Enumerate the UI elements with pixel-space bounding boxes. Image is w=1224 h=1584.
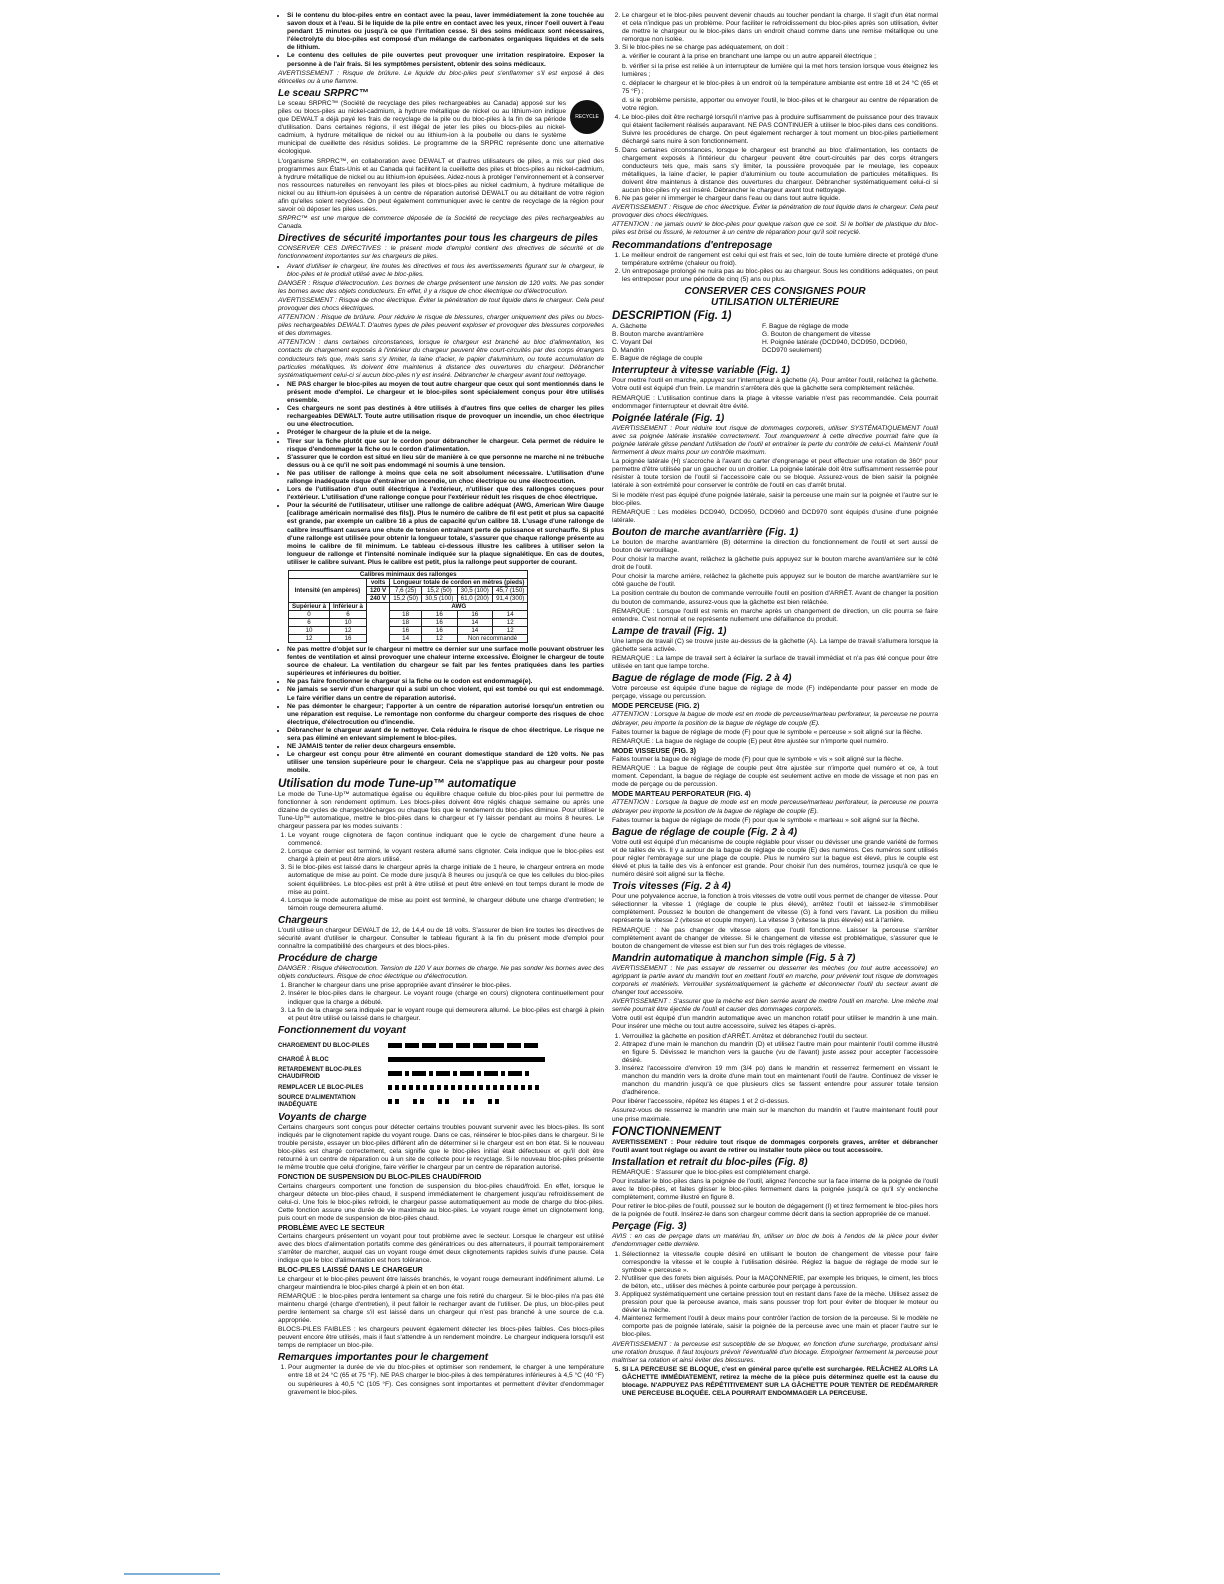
- list-item: • NE PAS charger le bloc-piles au moyen de tout autre chargeur que ceux qui sont mentionnés dans le présent mode d'emploi. Le chargeur et le bloc-piles sont spécialement conçus pour être utilisés ensemble.: [287, 381, 604, 405]
- list-item: H. Poignée latérale (DCD940, DCD950, DCD960, DCD970 seulement): [762, 339, 908, 355]
- paragraph: Faites tourner la bague de réglage de mode (F) pour que le symbole « vis » soit aligné sur la flèche.: [612, 755, 904, 763]
- subsection-title: MODE PERCEUSE (FIG. 2): [612, 703, 700, 711]
- section-title-remarques: Remarques importantes pour le chargement: [278, 1352, 489, 1364]
- table-cell: 16: [422, 611, 457, 619]
- paragraph: Votre perceuse est équipée d'une bague de réglage de mode (F) indépendante pour passer en mode de perçage, vissage ou percussion.: [612, 685, 938, 701]
- paragraph: REMARQUE : L'utilisation continue dans la plage à vitesse variable n'est pas recommandée. Cela pourrait endommager l'interrupteur et devrait être évité.: [612, 394, 938, 410]
- table-cell: 14: [492, 611, 527, 619]
- percage-steps-2: [612, 1366, 938, 1398]
- list-item: F. Bague de réglage de mode: [762, 322, 849, 330]
- right-column: [612, 12, 938, 1399]
- warning-text: AVERTISSEMENT : Risque de choc électrique. Éviter la pénétration de tout liquide dans le chargeur. Cela peut provoquer des chocs électriques.: [612, 204, 938, 220]
- list-item: • Ne jamais se servir d'un chargeur qui a subi un choc violent, qui est tombé ou qui est endommagé. Le faire vérifier dans un centre de réparation autorisé.: [287, 686, 604, 702]
- table-cell: 12: [422, 635, 457, 643]
- list-item: 3. Appliquez systématiquement une certaine pression tout en restant dans l'axe de la mèche. Utilisez assez de pression pour que la perceuse avance, mais sans pousser trop fort pour éviter de bloquer le moteur ou dévier la mèche.: [622, 1291, 938, 1315]
- table-header: Inférieur à: [330, 603, 367, 611]
- paragraph: La poignée latérale (H) s'accroche à l'avant du carter d'engrenage et peut effectuer une rotation de 360° pour permettre d'être utilisée par un gaucher ou un droitier. La poignée latérale doit être suffisamment resserrée pour résister à toute torsion de l'outil si l'accessoire cale ou se bloque. Assurez-vous de bien saisir la poignée latérale à son extrémité pour conserver le contrôle de l'outil en cas d'arrêt brutal.: [612, 458, 938, 490]
- table-row: [289, 611, 528, 619]
- paragraph: Votre outil est équipé d'un mécanisme de couple réglable pour visser ou dévisser une grande variété de formes et de tailles de vis. Il y a autour de la bague de réglage de couple (E) des numéros. Ces numéros sont utilisés pour régler l'embrayage sur une plage de couple. Plus le numéro sur la bague est élevé, plus le couple est élevé et plus la taille des vis à enfoncer est grande. Pour choisir l'un des numéros, tournez jusqu'à ce que le numéro désiré soit aligné sur la flèche.: [612, 838, 938, 879]
- paragraph: REMARQUE : Ne pas changer de vitesse alors que l'outil fonctionne. Laisser la perceuse s'arrêter complètement avant de changer de vitesse. Si le changement de vitesse est problématique, s'assurer que le bouton de changement de vitesse est bien sur l'un des trois réglages de vitesse.: [612, 926, 938, 950]
- section-title-fonctionnement: FONCTIONNEMENT: [612, 1125, 721, 1138]
- table-row: [289, 635, 528, 643]
- list-item: d. si le problème persiste, apporter ou envoyer l'outil, le bloc-piles et le chargeur au centre de réparation de votre région.: [622, 96, 938, 113]
- subsection-title: MODE MARTEAU PERFORATEUR (FIG. 4): [612, 791, 751, 799]
- section-title-trois: Trois vitesses (Fig. 2 à 4): [612, 881, 731, 893]
- list-item: E. Bague de réglage de couple: [612, 355, 703, 363]
- paragraph: La position centrale du bouton de commande verrouille l'outil en position d'ARRÊT. Avant de changer la position du bouton de commande, assurez-vous que la gâchette est bien relâchée.: [612, 590, 938, 606]
- paragraph: Le sceau SRPRC™ (Société de recyclage des piles rechargeables au Canada) apposé sur les piles ou blocs-piles au nickel-cadmium, à hydrure métallique de nickel ou au lithium-ion indique que DEWALT a déjà payé les frais de recyclage de la pile ou du bloc-piles à la fin de sa période d'utilisation. Dans certaines régions, il est illégal de jeter les piles ou blocs-piles au nickel-cadmium, à hydrure métallique de nickel ou au lithium-ion à la poubelle ou dans le système municipal de cueillette des résidus solides. Le programme de la SRPRC représente donc une alternative écologique.: [278, 99, 604, 156]
- list-item: 2. Lorsque ce dernier est terminé, le voyant restera allumé sans clignoter. Cela indique que le bloc-piles est chargé à plein et peut être alors utilisé.: [288, 848, 604, 864]
- paragraph: Le chargeur et le bloc-piles peuvent être laissés branchés, le voyant rouge demeurant indéfiniment allumé. Le chargeur maintiendra le bloc-piles chargé à plein et en bon état.: [278, 1275, 604, 1291]
- table-cell: 30,5 (100): [422, 595, 457, 603]
- list-item: 3. Insérez l'accessoire d'environ 19 mm (3/4 po) dans le mandrin et resserrez fermement en vissant le manchon du mandrin vers la droite d'une main tout en maintenant l'outil de l'autre. Continuez de visser le manchon du mandrin jusqu'à ce que plusieurs clics se fassent entendre pour assurer totale tension d'adhérence.: [622, 1065, 938, 1097]
- list-item: • Tirer sur la fiche plutôt que sur le cordon pour débrancher le chargeur. Cela permet de réduire le risque d'endommager la fiche ou le cordon d'alimentation.: [287, 438, 604, 454]
- table-row: [289, 619, 528, 627]
- light-pattern-icon: [388, 1099, 499, 1104]
- table-cell: 16: [330, 635, 367, 643]
- warning-text: AVERTISSEMENT : Risque de choc électrique. Éviter la pénétration de tout liquide dans le chargeur. Cela peut provoquer des chocs électriques.: [278, 296, 604, 312]
- list-item: 1. Le meilleur endroit de rangement est celui qui est frais et sec, loin de toute lumière directe et protégé d'une température extrême (chaleur ou froid).: [622, 252, 938, 268]
- light-label: SOURCE D'ALIMENTATION INADÉQUATE: [278, 1095, 356, 1108]
- paragraph: Pour une polyvalence accrue, la fonction à trois vitesses de votre outil vous permet de changer de vitesse. Pour sélectionner la vitesse 1 (réglage de couple le plus élevé), arrêtez l'outil et laissez-le s'immobiliser complètement. Poussez le bouton de changement de vitesse (G) à fond vers l'avant. La position du milieu représente la vitesse 2 (vitesse et couple moyen). La vitesse 3 (vitesse la plus élevée) est à l'arrière.: [612, 893, 938, 925]
- paragraph: Une lampe de travail (C) se trouve juste au-dessus de la gâchette (A). La lampe de travail s'allumera lorsque la gâchette sera activée.: [612, 637, 938, 653]
- percage-steps: [612, 1251, 938, 1340]
- list-item: • Lors de l'utilisation d'un outil électrique à l'extérieur, n'utiliser que des rallonges conçues pour l'extérieur. L'utilisation d'une rallonge conçue pour l'extérieur réduit les risques de choc électrique.: [287, 486, 604, 502]
- table-header: Supérieur à: [289, 603, 330, 611]
- banner-line: UTILISATION ULTÉRIEURE: [711, 296, 839, 308]
- section-title-storage: Recommandations d'entreposage: [612, 239, 773, 251]
- mandrin-steps: [612, 1033, 938, 1098]
- table-cell: 10: [330, 619, 367, 627]
- paragraph: REMARQUE : Lorsque l'outil est remis en marche après un changement de direction, un clic pourra se faire entendre. C'est normal et ne représente nullement une défaillance du produit.: [612, 607, 938, 623]
- list-item: 1. Pour augmenter la durée de vie du bloc-piles et optimiser son rendement, le charger à une température entre 18 et 24 °C (65 et 75 °F). NE PAS charger le bloc-piles à des températures inférieures à 4,5 °C (40 °F) ou supérieures à 40,5 °C (105 °F). Ces consignes sont importantes et permettent d'éviter d'endommager gravement le bloc-piles.: [288, 1364, 604, 1396]
- paragraph: Pour choisir la marche arrière, relâchez la gâchette puis appuyez sur le bouton de marche avant/arrière sur le côté gauche de l'outil.: [612, 573, 938, 589]
- list-item: • Pour la sécurité de l'utilisateur, utiliser une rallonge de calibre adéquat (AWG, American Wire Gauge [calibrage américain normalisé des fils]). Plus le numéro de calibre de fil est petit et plus sa capacité est grande, par exemple un calibre 16 a plus de capacité qu'un calibre 18. L'usage d'une rallonge de calibre insuffisant causera une chute de tension entraînant perte de puissance et surchauffe. Si plus d'une rallonge est utilisée pour obtenir la longueur totale, s'assurer que chaque rallonge présente au moins le calibre de fil minimum. Le tableau ci-dessous illustre les calibres à utiliser selon la longueur de rallonge et l'intensité nominale indiquée sur la plaque signalétique. En cas de doutes, utiliser le calibre suivant. Plus le calibre est petit, plus la rallonge peut supporter de courant.: [287, 502, 604, 567]
- paragraph: Pour retirer le bloc-piles de l'outil, poussez sur le bouton de dégagement (I) et tirez fermement le bloc-piles hors de la poignée de l'outil. Insérez-le dans son chargeur comme décrit dans la section appropriée de ce manuel.: [612, 1203, 938, 1219]
- warning-text: AVERTISSEMENT : la perceuse est susceptible de se bloquer, en fonction d'une surcharge, produisant ainsi une rotation brusque. Il faut toujours prévoir l'éventualité d'un blocage. Empoigner fermement la perceuse pour maîtriser sa rotation et ainsi éviter des blessures.: [612, 1340, 938, 1364]
- table-cell: 0: [289, 611, 330, 619]
- caution-text: ATTENTION : dans certaines circonstances, lorsque le chargeur est branché au bloc d'alimentation, les contacts de chargement exposés à l'intérieur du chargeur peuvent être court-circuités par des corps étrangers conducteurs tels que, mais sans s'y limiter, la laine d'acier, le papier d'aluminium, ou toute accumulation de particules métalliques. Ils doivent être maintenus à distance des ouvertures du chargeur. Débrancher systématiquement celui-ci si aucun bloc-piles n'y est inséré. Débrancher le chargeur avant tout nettoyage.: [278, 339, 604, 379]
- light-row-replace: [278, 1081, 604, 1095]
- list-item: 2. Insérer le bloc-piles dans le chargeur. Le voyant rouge (charge en cours) clignotera continuellement pour indiquer que la charge a débuté.: [288, 990, 604, 1006]
- section-title-couple: Bague de réglage de couple (Fig. 2 à 4): [612, 826, 798, 838]
- description-list: [612, 323, 938, 363]
- directives-bullets: [278, 263, 604, 279]
- table-cell: 6: [330, 611, 367, 619]
- paragraph: REMARQUE : Les modèles DCD940, DCD950, DCD960 and DCD970 sont équipés d'usine d'une poignée latérale.: [612, 508, 938, 524]
- caution-text: ATTENTION : ne jamais ouvrir le bloc-piles pour quelque raison que ce soit. Si le boîtier de plastique du bloc-piles est brisé ou fissuré, le retourner à un centre de réparation pour qu'il soit recyclé.: [612, 221, 938, 237]
- table-cell: 120 V: [366, 587, 389, 595]
- indicator-light-patterns: [278, 1039, 604, 1109]
- list-item: 3. La fin de la charge sera indiquée par le voyant rouge qui demeurera allumé. Le bloc-piles est chargé à plein et peut être utilisé ou laissé dans le chargeur.: [288, 1007, 604, 1023]
- paragraph: L'organisme SRPRC™, en collaboration avec DEWALT et d'autres utilisateurs de piles, a mis sur pied des programmes aux États-Unis et au Canada qui facilitent la cueillette des piles et blocs-piles au nickel-cadmium, à hydrure métallique de nickel ou au lithium-ion épuisées. Aidez-nous à protéger l'environnement et à conserver nos ressources naturelles en renvoyant les piles et blocs-piles au nickel cadmium, à hydrure métallique de nickel ou au lithium-ion épuisées à un centre de réparation autorisé DEWALT ou au détaillant de votre région afin qu'elles soient recyclées. On peut également communiquer avec le centre de recyclage de la région pour savoir où déposer les piles usées.: [278, 157, 605, 214]
- list-item: 3. Si le bloc-piles est laissé dans le chargeur après la charge initiale de 1 heure, le chargeur entrera en mode automatique de mise au point. Ce mode dure jusqu'à 8 heures ou jusqu'à ce que les cellules du bloc-piles soient équilibrées. Le bloc-piles est prêt à être utilisé et peut être enlevé en tout temps durant le mode de mise au point.: [288, 864, 604, 896]
- paragraph: CONSERVER CES DIRECTIVES : le présent mode d'emploi contient des directives de sécurité et de fonctionnement importantes sur les chargeurs de piles.: [278, 245, 604, 261]
- table-cell: 16: [422, 627, 457, 635]
- paragraph: Si le modèle n'est pas équipé d'une poignée latérale, saisir la perceuse une main sur la poignée et l'autre sur le bloc-piles.: [612, 491, 938, 507]
- table-cell: 12: [492, 619, 527, 627]
- light-row-charged: [278, 1053, 604, 1067]
- paragraph: REMARQUE : La bague de réglage de couple (E) peut être ajustée sur n'importe quel numéro.: [612, 737, 889, 745]
- section-title-interrupteur: Interrupteur à vitesse variable (Fig. 1): [612, 365, 790, 377]
- list-item: 4. Maintenez fermement l'outil à deux mains pour contrôler l'action de torsion de la perceuse. Si le modèle ne comporte pas de poignée latérale, saisir la poignée de la perceuse avec une main et placer l'autre sur le bloc-piles.: [622, 1315, 938, 1339]
- paragraph: Le bouton de marche avant/arrière (B) détermine la direction du fonctionnement de l'outil et sert aussi de bouton de verrouillage.: [612, 538, 938, 554]
- paragraph: Pour libérer l'accessoire, répétez les étapes 1 et 2 ci-dessus.: [612, 1098, 790, 1106]
- warning-text: AVERTISSEMENT : Ne pas essayer de resserrer ou desserrer les mèches (ou tout autre accessoire) en agrippant la partie avant du mandrin tout en mettant l'outil en marche, pour prévenir tout risque de dommages corporels et matériels. Verrouiller systématiquement la gâchette et déconnecter l'outil du secteur avant de changer tout accessoire.: [612, 964, 938, 997]
- recycle-seal-icon: RECYCLE: [570, 100, 604, 134]
- list-item: G. Bouton de changement de vitesse: [762, 331, 871, 338]
- list-item: 2. N'utiliser que des forets bien aiguisés. Pour la MAÇONNERIE, par exemple les briques, le ciment, les blocs de béton, etc., utiliser des mèches à pointe carburée pour perçage à percussion.: [622, 1275, 938, 1291]
- list-item: 2. Attrapez d'une main le manchon du mandrin (D) et utilisez l'autre main pour maintenir l'outil comme illustré en figure 5. Dévissez le manchon vers la gauche (vu de l'avant) juste assez pour accepter l'accessoire désiré.: [622, 1041, 938, 1065]
- table-cell: 6: [289, 619, 330, 627]
- light-label: CHARGÉ À BLOC: [278, 1056, 329, 1063]
- paragraph: Faites tourner la bague de réglage de mode (F) pour que le symbole « marteau » soit aligné sur la flèche.: [612, 816, 920, 824]
- table-cell: 61,0 (200): [457, 595, 492, 603]
- paragraph: Certains chargeurs présentent un voyant pour tout problème avec le secteur. Lorsque le chargeur est utilisé avec des blocs d'alimentation portatifs comme des génératrices ou des alternateurs, il pourrait temporairement s'arrêter de marcher, auquel cas un voyant rouge émet deux clignotements rapides suivis d'une pause. Cela indique que le bloc d'alimentation est hors tolérance.: [278, 1233, 604, 1265]
- table-cell: 14: [457, 627, 492, 635]
- table-cell: 16: [390, 627, 422, 635]
- list-item: 4. Le bloc-piles doit être rechargé lorsqu'il n'arrive pas à produire suffisamment de puissance pour des travaux qui étaient facilement réalisés auparavant. NE PAS CONTINUER à utiliser le bloc-piles dans ces conditions. Suivre les procédures de charge. On peut également recharger à tout moment un bloc-piles partiellement déchargé sans nuire à son fonctionnement.: [622, 114, 938, 146]
- table-cell: 12: [289, 635, 330, 643]
- charging-notes: [612, 12, 938, 52]
- intro-bullets: [278, 12, 604, 69]
- conserver-banner: [612, 286, 938, 308]
- list-item: • Ne pas faire fonctionner le chargeur si la fiche ou le codon est endommagé(e).: [287, 678, 604, 686]
- list-item: • Débrancher le chargeur avant de le nettoyer. Cela réduira le risque de choc électrique. Le risque ne sera pas éliminé en enlevant simplement le bloc-piles.: [287, 727, 604, 743]
- paragraph: L'outil utilise un chargeur DEWALT de 12, de 14,4 ou de 18 volts. S'assurer de bien lire toutes les directives de sécurité avant d'utiliser le chargeur. Consulter le tableau figurant à la fin du présent mode d'emploi pour connaître la compatibilité des chargeurs et des blocs-piles.: [278, 926, 604, 951]
- light-pattern-icon: [388, 1071, 529, 1076]
- table-cell: 30,5 (100): [457, 587, 492, 595]
- list-item: C. Voyant Del: [612, 339, 653, 347]
- list-item: a. vérifier le courant à la prise en branchant une lampe ou un autre appareil électrique ;: [622, 53, 877, 61]
- list-item: • Le chargeur est conçu pour être alimenté en courant domestique standard de 120 volts. Ne pas utiliser une tension supérieure pour le chargeur. Cela ne s'applique pas au chargeur pour poste mobile.: [287, 751, 604, 775]
- paragraph: Le mode de Tune-Up™ automatique égalise ou équilibre chaque cellule du bloc-piles pour lui permettre de fonctionner à son rendement optimum. Les blocs-piles doivent être réglés chaque semaine ou après une dizaine de cycles de charges/décharges ou chaque fois que le rendement du bloc-piles diminue. Pour utiliser le Tune-Up™ automatique, mettre le bloc-piles dans le chargeur et l'y laisser pendant au moins 8 heures. Le chargeur passera par les modes suivants :: [278, 790, 604, 830]
- list-item: 2. Le chargeur et le bloc-piles peuvent devenir chauds au toucher pendant la charge. Il s'agit d'un état normal et cela n'indique pas un problème. Pour faciliter le refroidissement du bloc-piles après son utilisation, éviter de mettre le chargeur ou le bloc-piles dans un endroit chaud comme dans une remise métallique ou une remorque non isolée.: [622, 12, 938, 44]
- light-row-power: [278, 1095, 604, 1109]
- list-item: • Le contenu des cellules de pile ouvertes peut provoquer une irritation respiratoire. Exposer la personne à de l'air frais. Si les symptômes persistent, obtenir des soins médicaux.: [287, 52, 604, 68]
- section-title-srprc: Le sceau SRPRC™: [278, 87, 369, 99]
- table-cell: 16: [457, 611, 492, 619]
- section-title-procedure: Procédure de charge: [278, 953, 378, 965]
- section-title-tuneup: Utilisation du mode Tune-up™ automatique: [278, 777, 517, 790]
- section-title-lampe: Lampe de travail (Fig. 1): [612, 625, 727, 637]
- safety-bullets: [278, 381, 604, 567]
- paragraph: Pour mettre l'outil en marche, appuyez sur l'interrupteur à gâchette (A). Pour arrêter l'outil, relâchez la gâchette. Votre outil est équipé d'un frein. Le mandrin s'arrêtera dès que la gâchette sera complètement relâchée.: [612, 377, 938, 393]
- list-item: • Ne pas mettre d'objet sur le chargeur ni mettre ce dernier sur une surface molle pouvant obstruer les fentes de ventilation et ainsi provoquer une chaleur interne excessive. Éloigner le chargeur de toute source de chaleur. La ventilation du chargeur se fait par les fentes pratiquées dans les parties supérieures et inférieures du boîtier.: [287, 646, 604, 678]
- paragraph: Assurez-vous de resserrez le mandrin une main sur le manchon du mandrin et l'autre maintenant l'outil pour une prise maximale.: [612, 1107, 938, 1123]
- table-cell: 14: [390, 635, 422, 643]
- procedure-steps: [278, 982, 604, 1022]
- section-title-percage: Perçage (Fig. 3): [612, 1221, 687, 1233]
- warning-text: AVERTISSEMENT : Pour réduire tout risque de dommages corporels graves, arrêter et débrancher l'outil avant tout réglage ou avant de retirer ou installer toute pièce ou tout accessoire.: [612, 1138, 938, 1154]
- section-title-voyant: Fonctionnement du voyant: [278, 1024, 406, 1036]
- list-item: • Avant d'utiliser le chargeur, lire toutes les directives et tous les avertissements figurant sur le chargeur, le bloc-piles et le produit utilisé avec le bloc-piles.: [287, 263, 604, 279]
- banner-line: CONSERVER CES CONSIGNES POUR: [684, 285, 866, 297]
- caution-text: ATTENTION : Risque de brûlure. Pour réduire le risque de blessures, charger uniquement des piles ou blocs-piles rechargeables DEWALT. D'autres types de piles peuvent exploser et provoquer des blessures corporelles et des dommages.: [278, 314, 604, 338]
- footer-link-bar[interactable]: [124, 1573, 220, 1575]
- extension-cord-table: [288, 570, 528, 643]
- list-item: • S'assurer que le cordon est situé en lieu sûr de manière à ce que personne ne marche ni ne trébuche dessus ou à ce qu'il ne soit pas endommagé ni soumis à une tension.: [287, 454, 604, 470]
- list-item: b. vérifier si la prise est reliée à un interrupteur de lumière qui la met hors tension lorsque vous éteignez les lumières ;: [622, 62, 938, 78]
- table-cell: 7,6 (25): [390, 587, 422, 595]
- list-item: • Protéger le chargeur de la pluie et de la neige.: [287, 429, 604, 437]
- section-title-installation: Installation et retrait du bloc-piles (Fig. 8): [612, 1156, 808, 1168]
- warning-text: AVERTISSEMENT : S'assurer que la mèche est bien serrée avant de mettre l'outil en marche. Une mèche mal serrée pourrait être éjectée de l'outil et causer des dommages corporels.: [612, 998, 938, 1014]
- light-label: CHARGEMENT DU BLOC-PILES: [278, 1042, 370, 1049]
- section-title-description: DESCRIPTION (Fig. 1): [612, 309, 732, 322]
- section-title-voyants: Voyants de charge: [278, 1111, 367, 1123]
- table-cell: 18: [390, 619, 422, 627]
- table-cell: 14: [457, 619, 492, 627]
- list-item: 5. SI LA PERCEUSE SE BLOQUE, c'est en général parce qu'elle est surchargée. RELÂCHEZ ALORS LA GÂCHETTE IMMÉDIATEMENT, retirez la mèche de la pièce puis déterminez quelle est la cause du blocage. N'APPUYEZ PAS RÉPÉTITIVEMENT SUR LA GÂCHETTE POUR TENTER DE REDÉMARRER UNE PERCEUSE BLOQUÉE. CELA POURRAIT ENDOMMAGER LA PERCEUSE.: [622, 1366, 938, 1398]
- light-label: REMPLACER LE BLOC-PILES: [278, 1084, 364, 1091]
- list-item: A. Gâchette: [612, 322, 647, 330]
- list-item: 3. Si le bloc-piles ne se charge pas adéquatement, on doit :: [622, 44, 938, 52]
- list-item: • Ne pas utiliser de rallonge à moins que cela ne soit absolument nécessaire. L'utilisation d'une rallonge inadéquate risque d'entraîner un incendie, un choc électrique ou une électrocution.: [287, 470, 604, 486]
- notice-text: AVIS : en cas de perçage dans un matériau fin, utiliser un bloc de bois à l'endos de la pièce pour éviter d'endommager cette dernière.: [612, 1233, 938, 1249]
- table-header: volts: [366, 579, 389, 587]
- left-column: [278, 12, 604, 1398]
- list-item: • Si le contenu du bloc-piles entre en contact avec la peau, laver immédiatement la zone touchée au savon doux et à l'eau. Si le liquide de la pile entre en contact avec les yeux, rincer l'oeil ouvert à l'eau pendant 15 minutes ou jusqu'à ce que l'irritation cesse. Si des soins médicaux sont nécessaires, l'électrolyte du bloc-piles est composé d'un mélange de carbonates organiques liquides et de sels de lithium.: [287, 12, 604, 52]
- danger-text: DANGER : Risque d'électrocution. Les bornes de charge présentent une tension de 120 volts. Ne pas sonder les bornes avec des objets conducteurs. En effet, il y a risque de choc électrique ou d'électrocution.: [278, 279, 604, 295]
- subsection-title: BLOC-PILES LAISSÉ DANS LE CHARGEUR: [278, 1267, 423, 1275]
- tuneup-steps: [278, 832, 604, 913]
- list-item: 1. Brancher le chargeur dans une prise appropriée avant d'insérer le bloc-piles.: [288, 982, 604, 990]
- paragraph: SRPRC™ est une marque de commerce déposée de la Société de recyclage des piles rechargeables au Canada.: [278, 215, 604, 231]
- charging-notes-2: [612, 114, 938, 203]
- safety-bullets-2: [278, 646, 604, 776]
- section-title-bouton: Bouton de marche avant/arrière (Fig. 1): [612, 526, 799, 538]
- paragraph: REMARQUE : le bloc-piles perdra lentement sa charge une fois retiré du chargeur. Si le bloc-piles n'a pas été maintenu chargé (charge d'entretien), il peut falloir le recharger avant de l'utiliser. De plus, un bloc-piles peut perdre lentement sa charge s'il est laissé dans un chargeur qui n'est pas branché à une source de c.a. appropriée.: [278, 1292, 604, 1324]
- paragraph: Faites tourner la bague de réglage de mode (F) pour que le symbole « perceuse » soit aligné sur la flèche.: [612, 728, 923, 736]
- table-cell: 15,2 (50): [390, 595, 422, 603]
- table-cell: 15,2 (50): [422, 587, 457, 595]
- table-header: Intensité (en ampères): [289, 579, 367, 603]
- warning-text: AVERTISSEMENT : Risque de brûlure. Le liquide du bloc-piles peut s'enflammer s'il est exposé à des étincelles ou à une flamme.: [278, 69, 604, 85]
- table-cell: 91,4 (300): [492, 595, 527, 603]
- paragraph: Pour installer le bloc-piles dans la poignée de l'outil, alignez l'encoche sur la face interne de la poignée de l'outil avec le bloc-piles, et faites glisser le bloc-piles fermement dans la poignée jusqu'à ce qu'il s'y enclenche complètement, comme illustré en figure 8.: [612, 1177, 938, 1202]
- light-pattern-icon: [388, 1043, 538, 1048]
- list-item: B. Bouton marche avant/arrière: [612, 331, 704, 338]
- table-cell: 10: [289, 627, 330, 635]
- paragraph: REMARQUE : La bague de réglage de couple peut être ajustée sur n'importe quel numéro et ce, à tout moment. Cependant, la bague de réglage de couple est seulement active en mode de vissage et non pas en mode de perçage ou de percussion.: [612, 765, 938, 789]
- light-row-charging: [278, 1039, 604, 1053]
- paragraph: REMARQUE : S'assurer que le bloc-piles est complètement chargé.: [612, 1168, 811, 1176]
- list-item: D. Mandrin: [612, 347, 645, 355]
- list-item: • NE JAMAIS tenter de relier deux chargeurs ensemble.: [287, 743, 604, 751]
- paragraph: BLOCS-PILES FAIBLES : les chargeurs peuvent également détecter les blocs-piles faibles. Ces blocs-piles peuvent encore être utilisés, mais il faut s'attendre à un rendement moindre. Le chargeur indiquera lorsqu'il est temps de remplacer un bloc-pile.: [278, 1326, 604, 1350]
- section-title-directives: Directives de sécurité importantes pour tous les chargeurs de piles: [278, 233, 599, 245]
- subsection-title: MODE VISSEUSE (FIG. 3): [612, 747, 697, 755]
- remarques-steps: [278, 1364, 604, 1396]
- list-item: 1. Verrouillez la gâchette en position d'ARRÊT. Arrêtez et débranchez l'outil du secteur.: [622, 1033, 938, 1041]
- list-item: • Ces chargeurs ne sont pas destinés à être utilisés à d'autres fins que celles de charger les piles rechargeables DEWALT. Toute autre utilisation risque de provoquer un incendie, un choc électrique ou une électrocution.: [287, 405, 604, 429]
- section-title-mode: Bague de réglage de mode (Fig. 2 à 4): [612, 673, 792, 685]
- list-item: 2. Un entreposage prolongé ne nuira pas au bloc-piles ou au chargeur. Sous les conditions adéquates, on peut les entreposer pour une période de cinq (5) ans ou plus.: [622, 268, 938, 284]
- danger-text: DANGER : Risque d'électrocution. Tension de 120 V aux bornes de charge. Ne pas sonder les bornes avec des objets conducteurs. Risque de choc électrique ou d'électrocution.: [278, 965, 604, 981]
- light-pattern-icon: [388, 1057, 545, 1062]
- table-header: Longueur totale de cordon en mètres (pieds): [390, 579, 528, 587]
- storage-steps: [612, 252, 938, 284]
- table-header: AWG: [390, 603, 528, 611]
- sub-steps: [612, 53, 938, 113]
- paragraph: Certains chargeurs sont conçus pour détecter certains troubles pouvant survenir avec les blocs-piles. Ils sont indiqués par le clignotement rapide du voyant rouge. Dans ce cas, réinsérer le bloc-piles dans le chargeur. Si le trouble persiste, essayer un bloc-piles différent afin de déterminer si le chargeur est en bon état. Si le nouveau bloc-piles est chargé correctement, cela signifie que le bloc-piles initial était défectueux et qu'il doit être retourné à un centre de réparation ou à un site de collecte pour le recyclage. Si le nouveau bloc-piles présente le même trouble que celui d'origine, faire vérifier le chargeur par un centre de réparation autorisé.: [278, 1123, 604, 1172]
- paragraph: Votre outil est équipé d'un mandrin automatique avec un manchon rotatif pour utiliser le mandrin à une main. Pour insérer une mèche ou tout autre accessoire, suivez les étapes ci-après.: [612, 1015, 938, 1031]
- subsection-title: FONCTION DE SUSPENSION DU BLOC-PILES CHAUD/FROID: [278, 1174, 482, 1182]
- light-pattern-icon: [388, 1085, 539, 1090]
- section-title-poignee: Poignée latérale (Fig. 1): [612, 412, 725, 424]
- section-title-chargeurs: Chargeurs: [278, 914, 329, 926]
- paragraph: REMARQUE : La lampe de travail sert à éclairer la surface de travail immédiat et n'a pas été conçue pour être utilisée en tant que lampe torche.: [612, 655, 938, 671]
- list-item: 6. Ne pas geler ni immerger le chargeur dans l'eau ou dans tout autre liquide.: [622, 195, 938, 203]
- list-item: c. déplacer le chargeur et le bloc-piles à un endroit où la température ambiante est entre 18 et 24 °C (65 et 75 °F) ;: [622, 79, 938, 95]
- list-item: 1. Le voyant rouge clignotera de façon continue indiquant que le cycle de chargement d'une heure a commencé.: [288, 832, 604, 848]
- table-cell: Non recommandé: [457, 635, 528, 643]
- table-cell: 240 V: [366, 595, 389, 603]
- table-row: [289, 627, 528, 635]
- light-row-hot-cold: [278, 1067, 604, 1081]
- caution-text: ATTENTION : Lorsque la bague de mode est en mode de perceuse/marteau perforateur, la perceuse ne pourra débrayer, peu importe la position de la bague de réglage de couple (E).: [612, 711, 938, 727]
- list-item: 4. Lorsque le mode automatique de mise au point est terminé, le chargeur débute une charge d'entretien; le témoin rouge demeurera allumé.: [288, 897, 604, 913]
- table-cell: 12: [330, 627, 367, 635]
- light-label: RETARDEMENT BLOC-PILES CHAUD/FROID: [278, 1067, 362, 1080]
- table-cell: 12: [492, 627, 527, 635]
- list-item: • Ne pas démonter le chargeur; l'apporter à un centre de réparation autorisé lorsqu'un entretien ou une réparation est requise. Le remontage non conforme du chargeur comporte des risques de choc électrique, d'électrocution ou d'incendie.: [287, 703, 604, 727]
- table-cell: 45,7 (150): [492, 587, 527, 595]
- table-title: Calibres minimaux des rallonges: [289, 571, 528, 579]
- list-item: 5. Dans certaines circonstances, lorsque le chargeur est branché au bloc d'alimentation, les contacts de chargement exposés à l'intérieur du chargeur peuvent être court-circuités par des corps étrangers conducteurs tels que, mais sans s'y limiter, la poussière provoquée par le meulage, les copeaux métalliques, la laine d'acier, le papier d'aluminium ou toute accumulation de particules métalliques. Ils doivent être maintenus à distance des ouvertures du chargeur. Débrancher systématiquement celui-ci si aucun bloc-piles n'y est inséré. Débrancher le chargeur avant tout nettoyage.: [622, 147, 938, 196]
- section-title-mandrin: Mandrin automatique à manchon simple (Fig. 5 à 7): [612, 952, 856, 964]
- subsection-title: PROBLÈME AVEC LE SECTEUR: [278, 1224, 385, 1232]
- list-item: 1. Sélectionnez la vitesse/le couple désiré en utilisant le bouton de changement de vitesse pour faire correspondre la vitesse et le couple à l'utilisation désirée. Réglez la bague de réglage de mode sur le symbole « perceuse ».: [622, 1251, 938, 1275]
- caution-text: ATTENTION : Lorsque la bague de mode est en mode perceuse/marteau perforateur, la perceuse ne pourra débrayer peu importe la position de la bague de réglage de couple (E).: [612, 799, 938, 815]
- paragraph: Pour choisir la marche avant, relâchez la gâchette puis appuyez sur le bouton marche avant/arrière sur le côté droit de l'outil.: [612, 556, 938, 572]
- paragraph: Certains chargeurs comportent une fonction de suspension du bloc-piles chaud/froid. En effet, lorsque le chargeur détecte un bloc-piles chaud, il suspend immédiatement le chargement jusqu'au refroidissement de celui-ci. Une fois le bloc-piles refroidi, le chargeur passe automatiquement au mode de charge du bloc-piles. Cette fonction assure une durée de vie maximale au bloc-piles. Le voyant rouge émet un clignotement long, puis court en mode de suspension de bloc-piles chaud.: [278, 1182, 604, 1222]
- warning-text: AVERTISSEMENT : Pour réduire tout risque de dommages corporels, utiliser SYSTÉMATIQUEMENT l'outil avec sa poignée latérale installée correctement. Tout manquement à cette directive pourrait faire que la poignée latérale glisse pendant l'utilisation de l'outil et entraîner la perte du contrôle de celui-ci. Maintenir l'outil fermement à deux mains pour un contrôle maximum.: [612, 424, 938, 457]
- table-cell: 18: [390, 611, 422, 619]
- table-cell: 16: [422, 619, 457, 627]
